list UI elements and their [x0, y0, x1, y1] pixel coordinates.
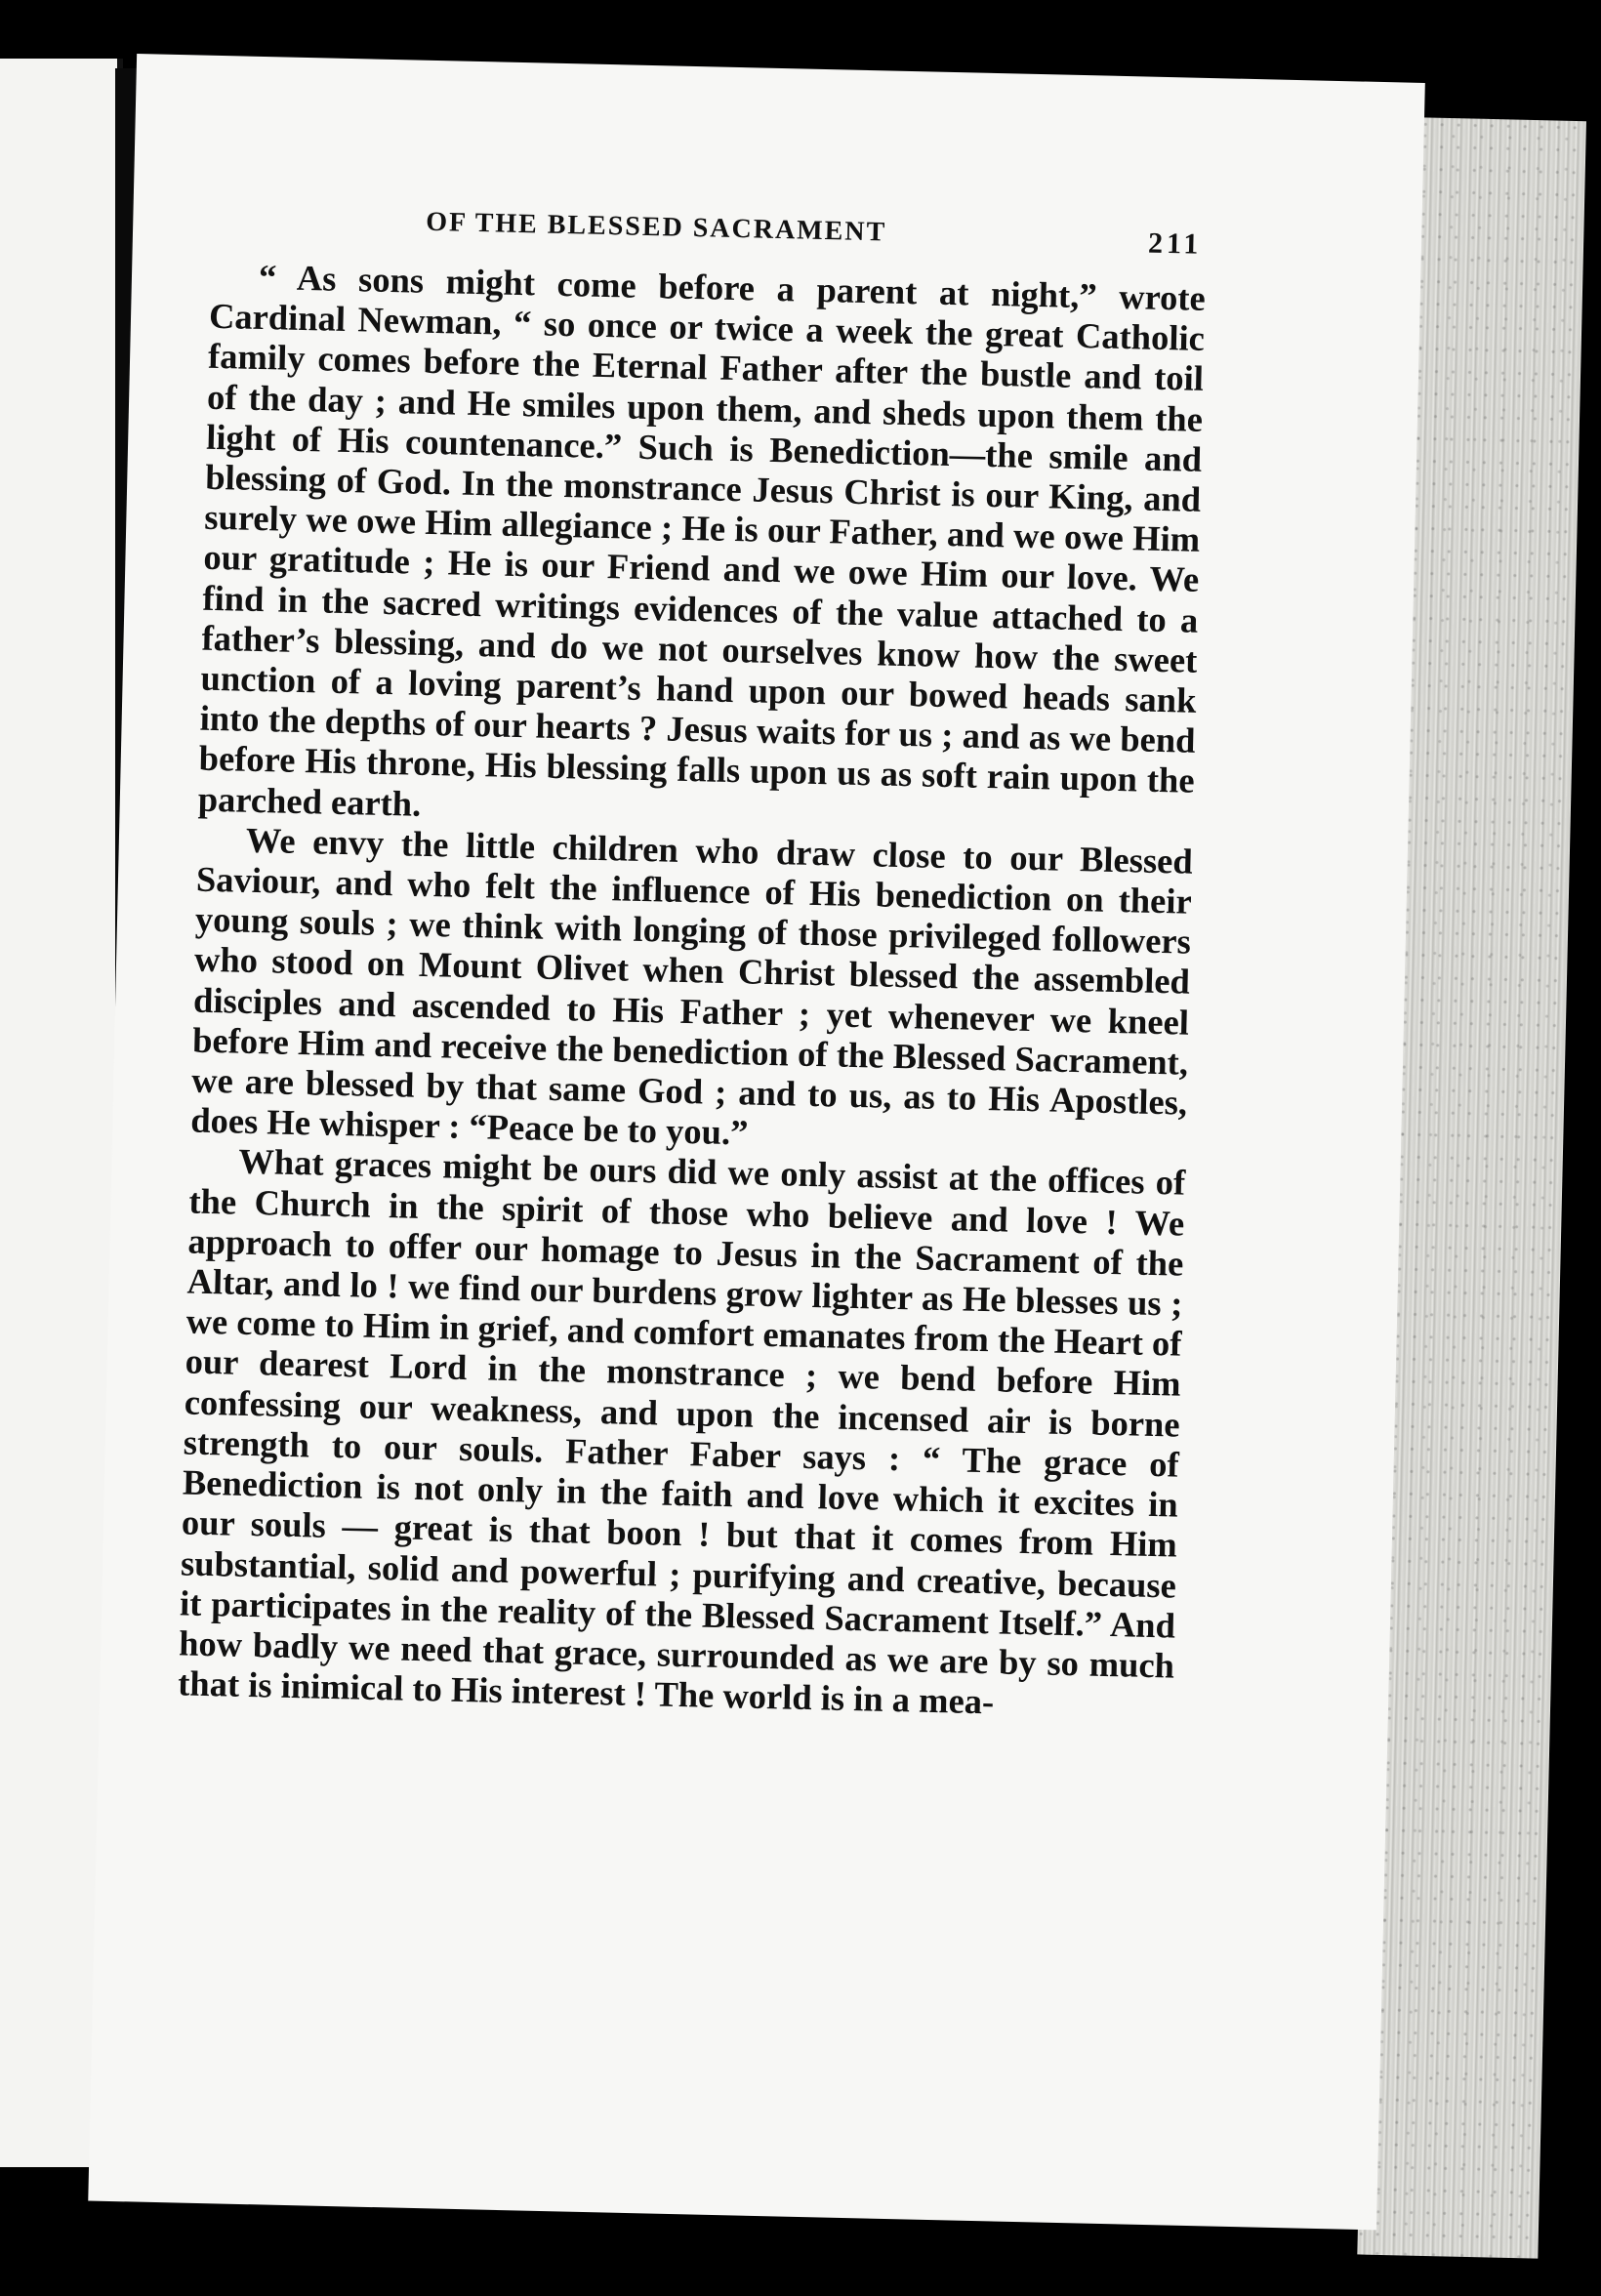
paragraph-1: “ As sons might come before a parent at night,” wrote Cardinal Newman, “ so once or twice a week the great Catholic family comes before the Eternal Father after the bustle and toil of the day ; and He smiles upon them, and sheds upon them the light of His countenance.” Such is Benediction—the smile and blessing of God. In the monstrance Jesus Christ is our King, and surely we owe Him allegiance ; He is our Father, and we owe Him our gratitude ; He is our Friend and we owe Him our love. We find in the sacred writings evidences of the value attached to a father’s blessing, and do we not ourselves know how the sweet unction of a loving parent’s hand upon our bowed heads sank into the depths of our hearts ? Jesus waits for us ; and as we bend before His throne, His blessing falls upon us as soft rain upon the parched earth. — [197, 256, 1207, 824]
body-text — [178, 256, 1206, 1726]
book-page — [88, 54, 1425, 2230]
paragraph-2: We envy the little children who draw close to our Blessed Saviour, and who felt the influence of His benediction on their young souls ; we think with longing of those privileged followers who stood on Mount Olivet when Christ blessed the assembled disciples and ascended to His Father ; yet whenever we kneel before Him and receive the benediction of the Blessed Sacrament, we are blessed by that same God ; and to us, as to His Apostles, does He whisper : “Peace be to you.” — [189, 819, 1194, 1153]
paragraph-3: What graces might be ours did we only assist at the offices of the Church in the spirit of those who believe and love ! We approach to offer our homage to Jesus in the Sacrament of the Altar, and lo ! we find our burdens grow lighter as He blesses us ; we come to Him in grief, and comfort emanates from the Heart of our dearest Lord in the monstrance ; we bend before Him confessing our weakness, and upon the incensed air is borne strength to our souls. Father Faber says : “ The grace of Benediction is not only in the faith and love which it excites in our souls — great is that boon ! but that it comes from Him substantial, solid and powerful ; purifying and creative, because it participates in the reality of the Blessed Sacrament Itself.” And how badly we need that grace, surrounded as we are by so much that is inimical to His interest ! The world is in a mea- — [177, 1141, 1186, 1722]
page-number: 211 — [1147, 226, 1203, 261]
running-head: OF THE BLESSED SACRAMENT — [425, 206, 887, 248]
